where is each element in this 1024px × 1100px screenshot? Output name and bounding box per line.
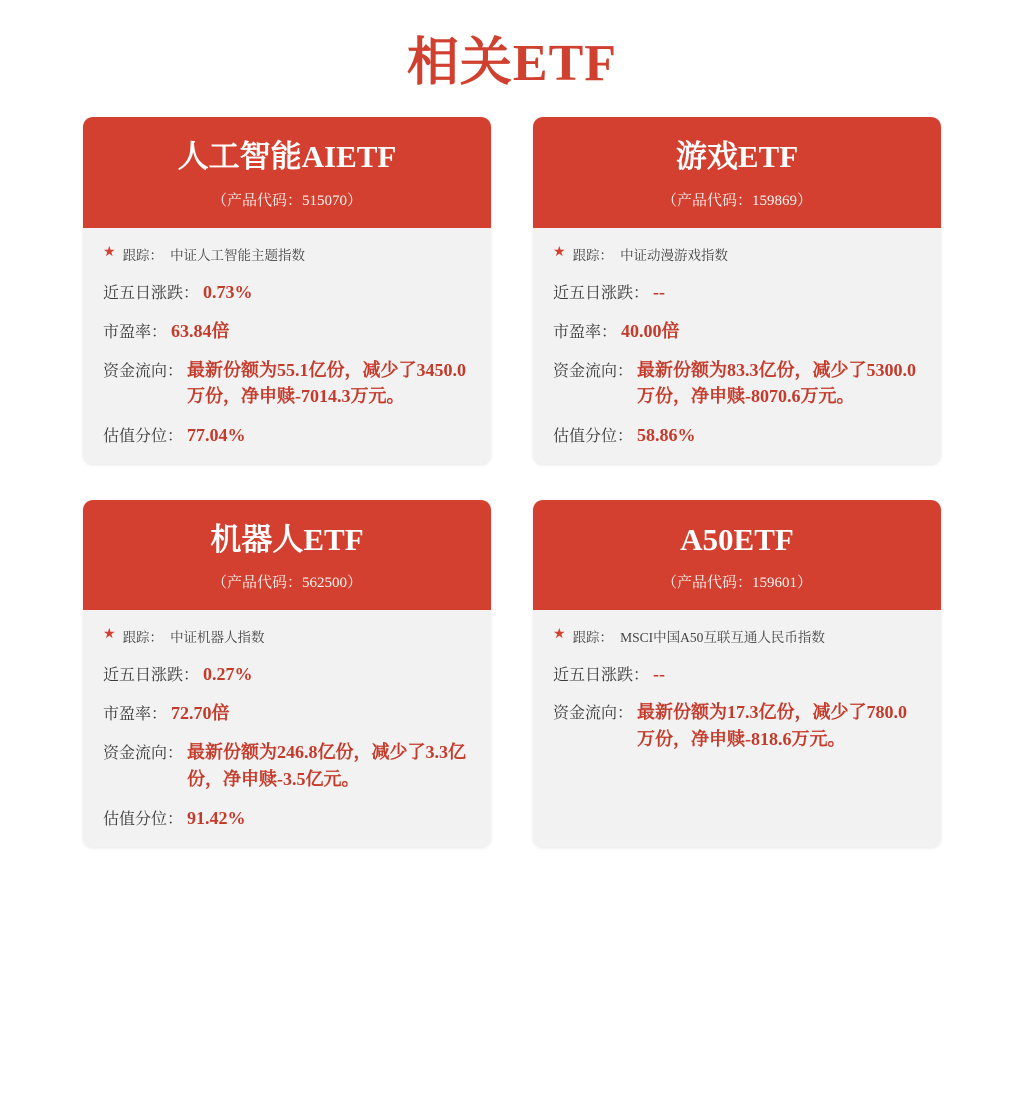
metric-label: 近五日涨跌：	[553, 284, 650, 302]
metric-five-day	[553, 662, 921, 685]
etf-card-grid	[0, 117, 1024, 847]
metric-value: 最新份额为246.8亿份，减少了3.3亿份，净申赎-3.5亿元。	[187, 742, 467, 789]
track-label: 跟踪：	[122, 247, 164, 263]
etf-code	[549, 189, 925, 210]
etf-card-header	[83, 500, 491, 611]
etf-code	[99, 189, 475, 210]
etf-card[interactable]	[83, 117, 491, 464]
etf-page	[0, 20, 1024, 1100]
etf-name: A50ETF	[680, 521, 794, 557]
track-label: 跟踪：	[122, 630, 164, 646]
metric-five-day	[103, 662, 471, 685]
track-row	[553, 244, 921, 264]
metric-label: 市盈率：	[553, 323, 618, 341]
metric-label: 估值分位：	[103, 810, 184, 828]
etf-card-header	[533, 500, 941, 611]
track-value: MSCI中国A50互联互通人民币指数	[620, 630, 825, 646]
metric-value: 72.70倍	[171, 703, 230, 724]
etf-card-header	[533, 117, 941, 228]
metric-label: 近五日涨跌：	[553, 667, 650, 685]
star-icon: ★	[553, 244, 566, 260]
page-title: 相关ETF	[406, 35, 618, 92]
etf-code	[549, 571, 925, 592]
etf-card-body	[83, 610, 491, 846]
metric-label: 资金流向：	[553, 705, 634, 723]
metric-valuation	[103, 806, 471, 829]
etf-card-body	[533, 610, 941, 846]
star-icon: ★	[553, 627, 566, 643]
metric-fund-flow	[103, 739, 471, 791]
metric-label: 资金流向：	[103, 745, 184, 763]
metric-label: 资金流向：	[553, 362, 634, 380]
metric-valuation	[103, 423, 471, 446]
metric-value: 0.73%	[203, 281, 253, 302]
metric-five-day	[103, 280, 471, 303]
metric-value: 0.27%	[203, 664, 253, 685]
metric-label: 市盈率：	[103, 706, 168, 724]
code-value: 562500	[302, 575, 347, 592]
etf-card-body	[533, 228, 941, 464]
code-suffix: ）	[347, 575, 363, 592]
track-row	[103, 244, 471, 264]
star-icon: ★	[103, 627, 116, 643]
code-suffix: ）	[347, 192, 363, 209]
track-row	[553, 626, 921, 646]
code-prefix: （产品代码：	[661, 575, 752, 592]
code-value: 515070	[302, 192, 347, 209]
etf-name: 人工智能AIETF	[177, 139, 397, 174]
track-value: 中证机器人指数	[170, 630, 265, 646]
metric-pe	[553, 317, 921, 343]
code-prefix: （产品代码：	[211, 192, 302, 209]
metric-value: 最新份额为55.1亿份，减少了3450.0万份，净申赎-7014.3万元。	[187, 359, 467, 406]
metric-value: 58.86%	[637, 424, 696, 445]
metric-value: 63.84倍	[171, 320, 230, 341]
code-suffix: ）	[797, 575, 813, 592]
code-prefix: （产品代码：	[211, 575, 302, 592]
etf-name: 游戏ETF	[675, 139, 799, 174]
etf-card-body	[83, 228, 491, 464]
metric-pe	[103, 699, 471, 725]
code-suffix: ）	[797, 192, 813, 209]
etf-card[interactable]	[83, 500, 491, 847]
metric-pe	[103, 317, 471, 343]
etf-card[interactable]	[533, 500, 941, 847]
metric-fund-flow	[553, 357, 921, 409]
metric-value: 40.00倍	[621, 320, 680, 341]
code-value: 159601	[752, 575, 797, 592]
metric-label: 资金流向：	[103, 362, 184, 380]
etf-name: 机器人ETF	[210, 521, 364, 557]
metric-five-day	[553, 280, 921, 303]
metric-value: --	[653, 281, 666, 302]
etf-card-header	[83, 117, 491, 228]
metric-value: 91.42%	[187, 807, 246, 828]
track-value: 中证动漫游戏指数	[620, 247, 729, 263]
code-value: 159869	[752, 192, 797, 209]
metric-label: 估值分位：	[553, 427, 634, 445]
metric-value: 最新份额为17.3亿份，减少了780.0万份，净申赎-818.6万元。	[637, 702, 908, 749]
metric-fund-flow	[103, 357, 471, 409]
metric-value: 77.04%	[187, 424, 246, 445]
metric-value: 最新份额为83.3亿份，减少了5300.0万份，净申赎-8070.6万元。	[637, 359, 917, 406]
code-prefix: （产品代码：	[661, 192, 752, 209]
metric-label: 近五日涨跌：	[103, 284, 200, 302]
track-value: 中证人工智能主题指数	[170, 247, 306, 263]
metric-fund-flow	[553, 699, 921, 751]
etf-code	[99, 571, 475, 592]
metric-label: 估值分位：	[103, 427, 184, 445]
track-label: 跟踪：	[572, 247, 614, 263]
metric-valuation	[553, 423, 921, 446]
metric-value: --	[653, 664, 666, 685]
star-icon: ★	[103, 244, 116, 260]
etf-card[interactable]	[533, 117, 941, 464]
metric-label: 市盈率：	[103, 323, 168, 341]
track-label: 跟踪：	[572, 630, 614, 646]
track-row	[103, 626, 471, 646]
metric-label: 近五日涨跌：	[103, 667, 200, 685]
